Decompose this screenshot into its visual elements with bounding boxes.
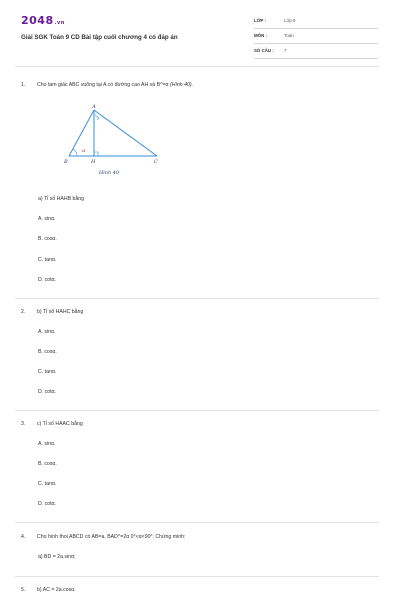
option-b[interactable]: B. cosα. bbox=[38, 461, 57, 467]
figure-reference: (Hình 40). bbox=[170, 82, 194, 88]
option-d[interactable]: D. cotα. bbox=[38, 501, 56, 507]
site-logo[interactable] bbox=[21, 14, 65, 27]
question-number: 5. bbox=[21, 587, 26, 593]
question-5 bbox=[21, 587, 76, 593]
meta-value-subject: Toán bbox=[284, 33, 294, 38]
meta-row-grade bbox=[254, 15, 378, 29]
label-a: A bbox=[92, 104, 96, 110]
label-c: C bbox=[154, 159, 158, 165]
divider bbox=[15, 576, 379, 577]
question-4 bbox=[21, 534, 185, 540]
meta-value-grade: Lớp 9 bbox=[284, 18, 296, 23]
meta-label-count: SỐ CÂU : bbox=[254, 48, 274, 53]
question-3 bbox=[21, 421, 83, 427]
right-angle-mark-a bbox=[95, 115, 99, 120]
meta-value-count: 7 bbox=[284, 48, 287, 53]
logo-suffix: .vn bbox=[54, 20, 65, 26]
label-b: B bbox=[64, 159, 68, 165]
option-b[interactable]: B. cosα. bbox=[38, 349, 57, 355]
divider bbox=[15, 410, 379, 411]
option-d[interactable]: D. cotα. bbox=[38, 277, 56, 283]
option-c[interactable]: C. tanα. bbox=[38, 257, 57, 263]
question-number: 4. bbox=[21, 534, 26, 540]
side-ac bbox=[94, 110, 157, 156]
document-title: Giải SGK Toán 9 CD Bài tập cuối chương 4 có đáp án bbox=[21, 34, 178, 41]
figure-caption: Hình 40 bbox=[98, 170, 120, 176]
question-text: b) Tỉ số HAHC bằng bbox=[37, 309, 84, 315]
angle-arc-b bbox=[73, 149, 77, 156]
option-c[interactable]: C. tanα. bbox=[38, 481, 57, 487]
option-b[interactable]: B. cosα. bbox=[38, 236, 57, 242]
label-alpha: α bbox=[82, 148, 86, 154]
question-number: 3. bbox=[21, 421, 26, 427]
right-angle-mark-h bbox=[94, 152, 98, 156]
option-a[interactable]: A. sinα. bbox=[38, 441, 56, 447]
question-text: c) Tỉ số HAAC bằng bbox=[37, 421, 83, 427]
option-c[interactable]: C. tanα. bbox=[38, 369, 57, 375]
question-2 bbox=[21, 309, 83, 315]
question-text: Cho tam giác ABC vuông tại A có đường cao AH và B^=α bbox=[37, 82, 169, 88]
header bbox=[0, 0, 400, 60]
meta-row-count bbox=[254, 45, 378, 59]
question-1 bbox=[21, 82, 193, 88]
logo-text: 2048 bbox=[21, 14, 54, 27]
option-a[interactable]: A. sinα. bbox=[38, 329, 56, 335]
question-number: 2. bbox=[21, 309, 26, 315]
divider bbox=[15, 298, 379, 299]
question-number: 1. bbox=[21, 82, 26, 88]
meta-table bbox=[254, 15, 378, 60]
label-h: H bbox=[91, 159, 96, 165]
meta-row-subject bbox=[254, 30, 378, 44]
divider bbox=[15, 522, 379, 523]
meta-label-subject: MÔN : bbox=[254, 33, 267, 38]
triangle-figure bbox=[55, 102, 165, 184]
question-part-a: a) Tỉ số HAHB bằng bbox=[38, 196, 85, 202]
question-sub-a: a) BD = 2a.sinα; bbox=[38, 554, 76, 560]
option-a[interactable]: A. sinα. bbox=[38, 216, 56, 222]
question-text: Cho hình thoi ABCD có AB=a, BAD^=2α 0°<α<90°. Chứng minh: bbox=[37, 534, 186, 540]
meta-label-grade: LỚP : bbox=[254, 18, 266, 23]
question-text: b) AC = 2a.cosα. bbox=[37, 587, 76, 593]
divider bbox=[15, 66, 379, 67]
option-d[interactable]: D. cotα. bbox=[38, 389, 56, 395]
